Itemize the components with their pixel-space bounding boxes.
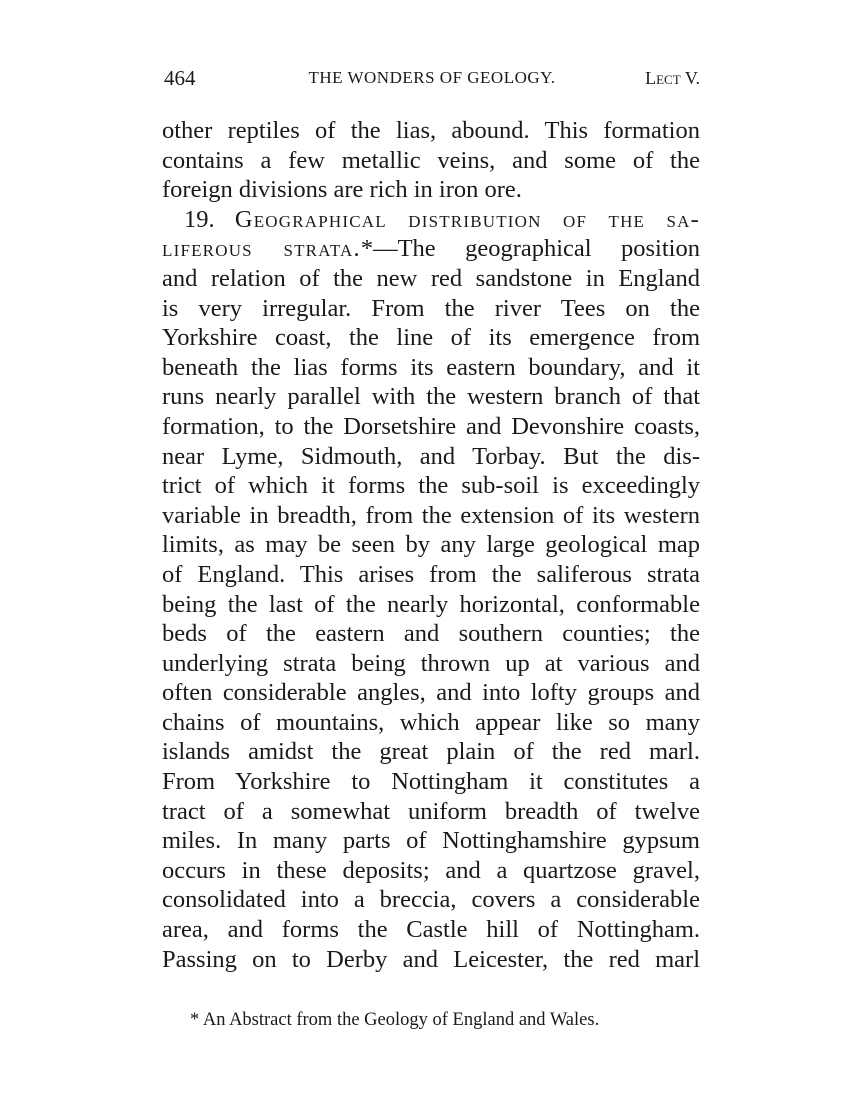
text-line: limits, as may be seen by any large geological map	[162, 531, 700, 559]
text-line: of England. This arises from the saliferous strata	[162, 560, 700, 588]
text-line: foreign divisions are rich in iron ore.	[162, 176, 522, 204]
text-line: Yorkshire coast, the line of its emergence from	[162, 324, 700, 352]
text-line: trict of which it forms the sub-soil is exceedingly	[162, 472, 700, 500]
text-line: often considerable angles, and into lofty groups and	[162, 679, 700, 707]
running-header	[162, 66, 702, 96]
text-line: occurs in these deposits; and a quartzose gravel,	[162, 856, 700, 884]
section-heading-line	[162, 234, 700, 264]
page-number: 464	[164, 66, 196, 90]
text-line: consolidated into a breccia, covers a considerable	[162, 886, 700, 914]
text-line: underlying strata being thrown up at various and	[162, 649, 700, 677]
body-text	[162, 116, 700, 974]
text-line: area, and forms the Castle hill of Nottingham.	[162, 916, 700, 944]
text-line: tract of a somewhat uniform breadth of twelve	[162, 797, 700, 825]
section-heading: Geographical distribution of the sa-	[234, 205, 701, 233]
text-line: near Lyme, Sidmouth, and Torbay. But the dis-	[162, 442, 700, 470]
section-number: 19.	[184, 205, 215, 233]
footnote: * An Abstract from the Geology of England and Wales.	[190, 1010, 600, 1030]
text-line: chains of mountains, which appear like so many	[162, 708, 700, 736]
section-heading-line	[162, 205, 700, 235]
section-text-start: *—The geographical position	[360, 235, 700, 263]
text-line: other reptiles of the lias, abound. This formation	[162, 117, 700, 144]
text-line: variable in breadth, from the extension of its western	[162, 501, 700, 529]
text-line: miles. In many parts of Nottinghamshire gypsum	[162, 827, 700, 855]
running-title: THE WONDERS OF GEOLOGY.	[308, 68, 556, 87]
section-heading-cont: liferous strata.	[162, 235, 361, 263]
text-line: Passing on to Derby and Leicester, the red marl	[162, 945, 700, 973]
text-line: and relation of the new red sandstone in England	[162, 264, 700, 292]
text-line: runs nearly parallel with the western branch of that	[162, 383, 700, 411]
text-line: From Yorkshire to Nottingham it constitutes a	[162, 768, 700, 796]
lecture-number: Lect V.	[645, 68, 700, 88]
text-line: being the last of the nearly horizontal, conformable	[162, 590, 700, 618]
text-line: beneath the lias forms its eastern boundary, and it	[162, 353, 700, 381]
text-line: islands amidst the great plain of the red marl.	[162, 738, 700, 766]
text-line: contains a few metallic veins, and some of the	[162, 146, 700, 174]
text-line: is very irregular. From the river Tees on the	[162, 294, 700, 322]
text-line: beds of the eastern and southern counties; the	[162, 620, 700, 648]
text-line: formation, to the Dorsetshire and Devonshire coasts,	[162, 412, 700, 440]
